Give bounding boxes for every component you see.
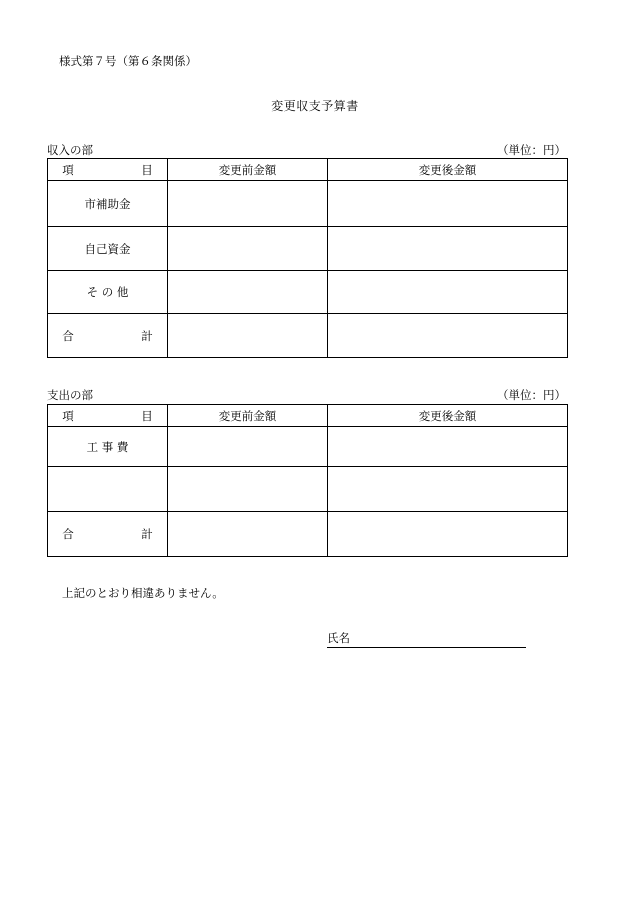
income-table-header-row (48, 159, 568, 181)
expense-header-item: 項 目 (48, 405, 168, 427)
expense-after-amount-cell[interactable] (328, 467, 568, 512)
form-number: 様式第７号（第６条関係） (59, 54, 197, 68)
signature-label: 氏名 (327, 631, 350, 645)
table-row (48, 314, 568, 358)
income-after-amount-cell[interactable] (328, 181, 568, 227)
document-title: 変更収支予算書 (271, 99, 359, 113)
expense-before-total-cell[interactable] (168, 512, 328, 557)
income-row-label: そ の 他 (48, 271, 168, 314)
table-row (48, 271, 568, 314)
expense-table (47, 404, 568, 557)
expense-section-label: 支出の部 (47, 388, 93, 402)
table-row (48, 181, 568, 227)
income-before-amount-cell[interactable] (168, 181, 328, 227)
income-header-after: 変更後金額 (328, 159, 568, 181)
expense-before-amount-cell[interactable] (168, 427, 328, 467)
income-before-amount-cell[interactable] (168, 271, 328, 314)
expense-before-amount-cell[interactable] (168, 467, 328, 512)
income-table (47, 158, 568, 358)
expense-after-amount-cell[interactable] (328, 427, 568, 467)
table-row (48, 467, 568, 512)
income-header-before: 変更前金額 (168, 159, 328, 181)
expense-table-header-row (48, 405, 568, 427)
income-total-label: 合 計 (48, 314, 168, 358)
expense-after-total-cell[interactable] (328, 512, 568, 557)
expense-unit-label: （単位：円） (497, 388, 566, 402)
income-after-amount-cell[interactable] (328, 227, 568, 271)
expense-total-label: 合 計 (48, 512, 168, 557)
table-row (48, 512, 568, 557)
table-row (48, 227, 568, 271)
income-after-amount-cell[interactable] (328, 271, 568, 314)
income-before-amount-cell[interactable] (168, 227, 328, 271)
income-after-total-cell[interactable] (328, 314, 568, 358)
expense-row-label: 工 事 費 (48, 427, 168, 467)
signature-line[interactable] (327, 633, 526, 648)
income-row-label: 市補助金 (48, 181, 168, 227)
expense-header-after: 変更後金額 (328, 405, 568, 427)
income-row-label: 自己資金 (48, 227, 168, 271)
expense-header-before: 変更前金額 (168, 405, 328, 427)
expense-row-label (48, 467, 168, 512)
income-section-label: 収入の部 (47, 143, 93, 157)
table-row (48, 427, 568, 467)
income-unit-label: （単位：円） (497, 143, 566, 157)
confirmation-statement: 上記のとおり相違ありません。 (62, 586, 224, 600)
income-header-item: 項 目 (48, 159, 168, 181)
income-before-total-cell[interactable] (168, 314, 328, 358)
